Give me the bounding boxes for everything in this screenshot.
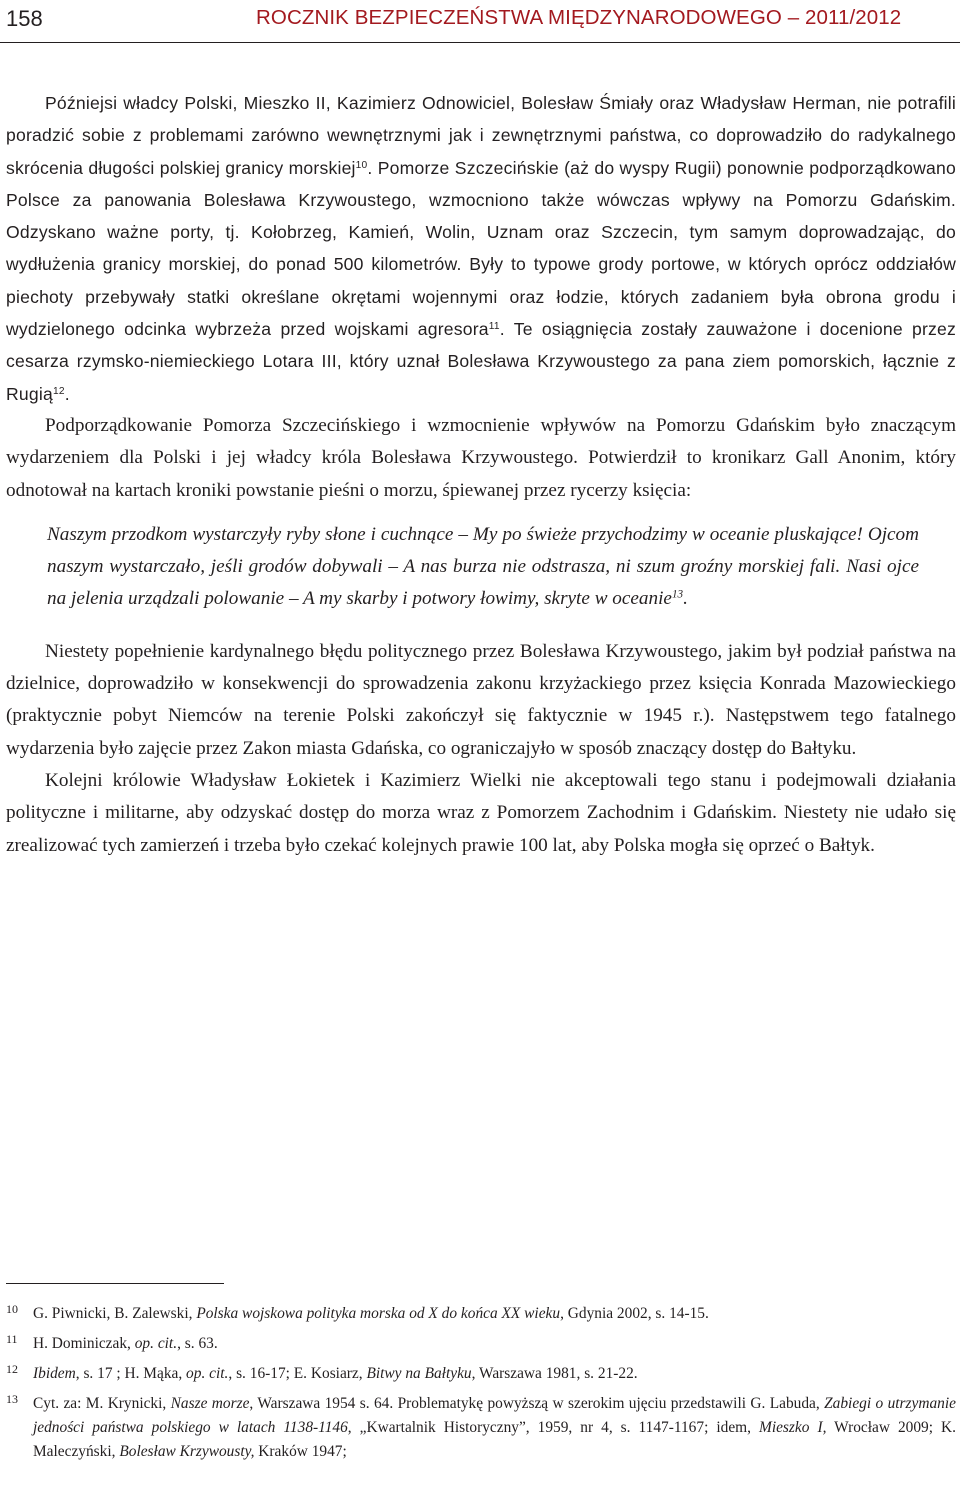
footnote-text: Kraków 1947; [254, 1443, 347, 1460]
paragraph-4: Kolejni królowie Władysław Łokietek i Kazimierz Wielki nie akceptowali tego stanu i podejmowali działania polityczne i militarne, aby odzyskać dostęp do morza wraz z Pomorzem Zachodnim i Gdańskim. Niestety nie udało się zrealizować tych zamierzeń i trzeba było czekać kolejnych prawie 100 lat, aby Polska mogła się oprzeć o Bałtyk. [6, 769, 956, 856]
footnote-number: 13 [6, 1392, 18, 1406]
footnotes [6, 1302, 956, 1470]
footnote-ref-12: 12 [52, 385, 65, 397]
quote-end: . [683, 588, 688, 610]
footnote-number: 11 [6, 1332, 18, 1346]
footnote-13 [6, 1392, 956, 1464]
paragraph-1-part-d: . [64, 383, 70, 404]
footnote-ref-13: 13 [671, 588, 684, 601]
footnote-title: Ibidem [33, 1365, 76, 1382]
footnote-text: , s. 63. [177, 1335, 218, 1352]
paragraph-1-part-a: Późniejsi władcy Polski, Mieszko II, Kazimierz Odnowiciel, Bolesław Śmiały oraz Władysław Herman, nie potrafili poradzić sobie z problemami zarówno wewnętrznymi jak i zewnętrznymi państwa, co doprowadziło do radykalnego skrócenia długości polskiej granicy morskiej [6, 93, 956, 178]
footnote-text: , s. 16-17; E. Kosiarz, [228, 1365, 367, 1382]
footnote-text: , s. 17 ; H. Mąka, [75, 1365, 187, 1382]
footnote-text: , Warszawa 1981, s. 21-22. [471, 1365, 638, 1382]
footnote-10 [6, 1302, 956, 1326]
footnote-text: , Gdynia 2002, s. 14-15. [560, 1305, 709, 1322]
footnote-text: Wrocław 2009; K. Maleczyński, [33, 1419, 956, 1460]
footnote-number: 10 [6, 1302, 18, 1316]
paragraph-1-part-b: . Pomorze Szczecińskie (aż do wyspy Rugii) ponownie podporządkowano Polsce za panowania Bolesława Krzywoustego, wzmocniono także wówczas wpływy na Pomorzu Gdańskim. Odzyskano ważne porty, tj. Kołobrzeg, Kamień, Wolin, Uznam oraz Szczecin, tym samym doprowadzając, do wydłużenia granicy morskiej, do ponad 500 kilometrów. Były to typowe grody portowe, w których oprócz oddziałów piechoty przebywały statki określane okrętami wojennymi oraz łodzie, których zadaniem była obrona grodu i wydzielonego odcinka wybrzeża przed wojskami agresora [6, 157, 956, 340]
paragraph-2: Podporządkowanie Pomorza Szczecińskiego i wzmocnienie wpływów na Pomorzu Gdańskim było znaczącym wydarzeniem dla Polski i jej władcy króla Bolesława Krzywoustego. Potwierdził to kronikarz Gall Anonim, który odnotował na kartach kroniki powstanie pieśni o morzu, śpiewanej przez rycerzy księcia: [6, 414, 956, 501]
footnote-title: Polska wojskowa polityka morska od X do końca XX wieku [196, 1305, 561, 1322]
footnote-text: G. Piwnicki, B. Zalewski, [33, 1305, 197, 1322]
footnote-separator [6, 1283, 224, 1284]
footnote-text: , „Kwartalnik Historyczny”, 1959, nr 4, s. 1147-1167; idem, [347, 1419, 759, 1436]
footnote-title: Nasze morze [170, 1395, 250, 1412]
footnote-text: , Warszawa 1954 s. 64. Problematykę powyższą w szerokim ujęciu przedstawili G. Labuda, [249, 1395, 825, 1412]
footnote-title: Bitwy na Bałtyku [366, 1365, 472, 1382]
header-rule [0, 42, 960, 43]
footnote-title: Mieszko I, [759, 1419, 827, 1436]
footnote-title: Bolesław Krzywousty, [119, 1443, 255, 1460]
paragraph-3: Niestety popełnienie kardynalnego błędu politycznego przez Bolesława Krzywoustego, jakim był podział państwa na dzielnice, doprowadziło w konsekwencji do sprowadzenia zakonu krzyżackiego przez księcia Konrada Mazowieckiego (praktycznie pobyt Niemców na terenie Polski zakończył się faktycznie w 1945 r.). Następstwem tego fatalnego wydarzenia było zajęcie przez Zakon miasta Gdańska, co ograniczajyło w sposób znaczący dostęp do Bałtyku. [6, 640, 956, 759]
footnote-number: 12 [6, 1362, 18, 1376]
footnote-text: H. Dominiczak, [33, 1335, 135, 1352]
page-number: 158 [6, 6, 43, 31]
song-quote [47, 519, 919, 616]
footnote-text: Cyt. za: M. Krynicki, [33, 1395, 171, 1412]
running-title: ROCZNIK BEZPIECZEŃSTWA MIĘDZYNARODOWEGO – 2011/2012 [256, 6, 902, 29]
footnote-ref-11: 11 [488, 320, 500, 332]
footnote-ref-10: 10 [355, 159, 368, 171]
footnote-title: Zabiegi o utrzymanie jedności państwa polskiego w latach 1138-1146 [33, 1395, 956, 1436]
footnote-11 [6, 1332, 956, 1356]
main-text [6, 87, 956, 862]
paragraph-1 [6, 87, 956, 410]
footnote-title: op. cit. [134, 1335, 178, 1352]
paragraph-1-part-c: . Te osiągnięcia zostały zauważone i docenione przez cesarza rzymsko-niemieckiego Lotara III, który uznał Bolesława Krzywoustego za pana ziem pomorskich, łącznie z Rugią [6, 319, 956, 404]
page-header [0, 0, 960, 46]
quote-text: Naszym przodkom wystarczyły ryby słone i cuchnące – My po świeże przychodzimy w oceanie pluskające! Ojcom naszym wystarczało, jeśli grodów dobywali – A nas burza nie odstrasza, ni szum groźny morskiej fali. Nasi ojce na jelenia urządzali polowanie – A my skarby i potwory łowimy, skryte w oceanie [47, 523, 919, 610]
footnote-12 [6, 1362, 956, 1386]
footnote-title: op. cit. [186, 1365, 229, 1382]
